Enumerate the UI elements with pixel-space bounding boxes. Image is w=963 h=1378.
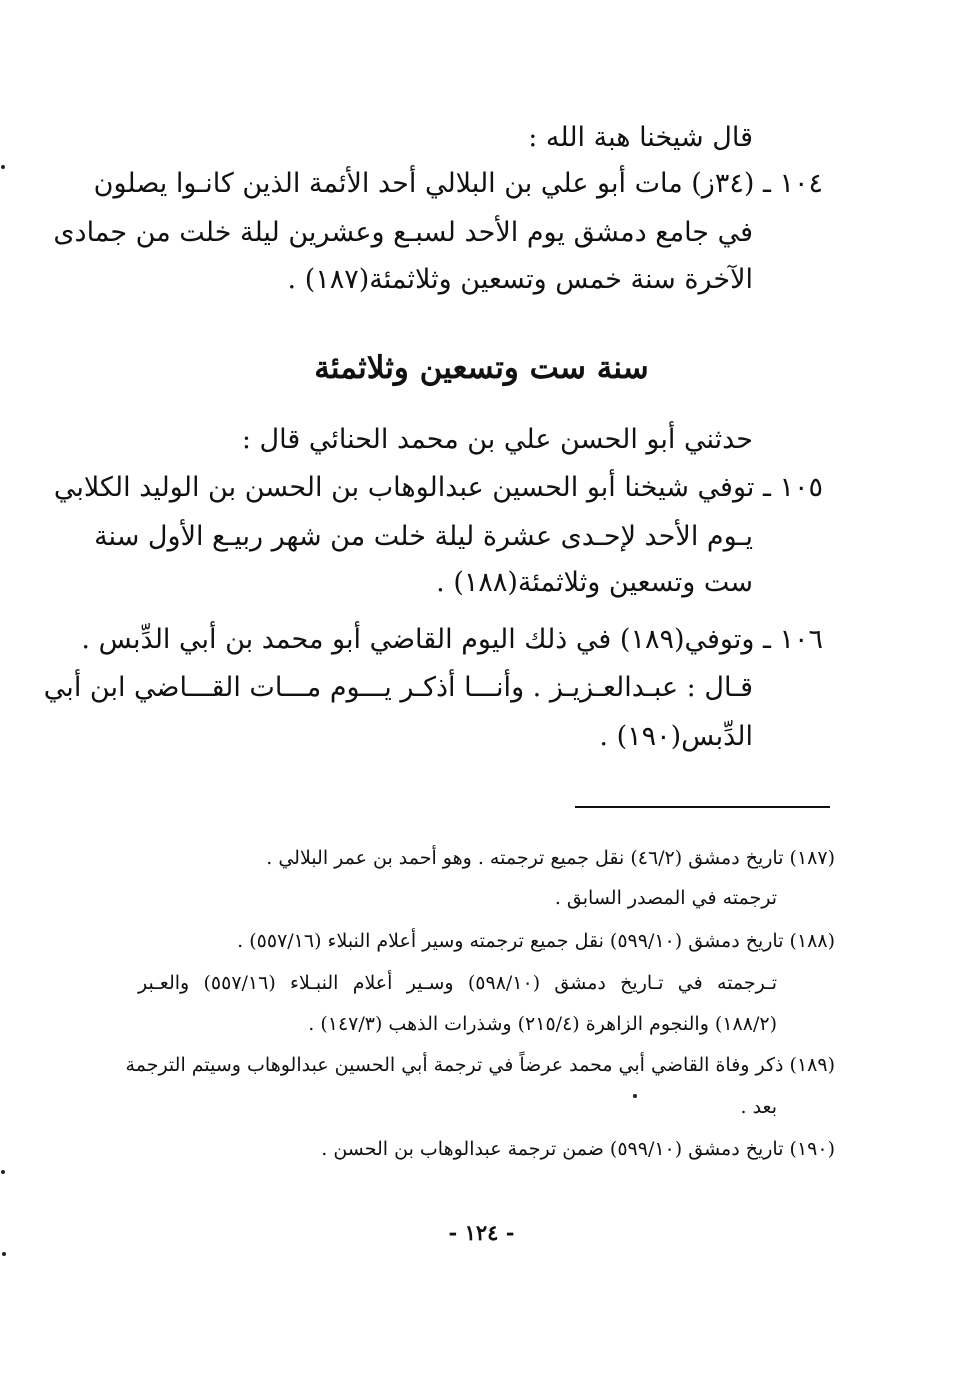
entry-104-line-2: في جامع دمشق يوم الأحد لسبـع وعشرين ليلة خلت من جمادى <box>53 217 753 248</box>
entry-105-line-3: ست وتسعين وثلاثمئة(١٨٨) . <box>436 567 753 598</box>
intro-line-2: حدثني أبو الحسن علي بن محمد الحنائي قال : <box>241 424 753 455</box>
footnote-188-line-1: (١٨٨) تاريخ دمشق (٥٩٩/١٠) نقل جميع ترجمته وسير أعلام النبلاء (٥٥٧/١٦) . <box>237 930 835 952</box>
entry-105-line-1: ١٠٥ ـ توفي شيخنا أبو الحسين عبدالوهاب بن الحسن بن الوليد الكلابي <box>53 472 823 503</box>
footnote-188-line-2: تـرجمته في تـاريخ دمشق (٥٩٨/١٠) وسـير أعلام النبـلاء (٥٥٧/١٦) والعـبر <box>138 972 777 994</box>
entry-106-line-3: الدِّبس(١٩٠) . <box>599 721 753 752</box>
footnote-188-line-3: (١٨٨/٢) والنجوم الزاهرة (٢١٥/٤) وشذرات الذهب (١٤٧/٣) . <box>308 1013 777 1035</box>
scan-speck <box>2 1252 6 1256</box>
scan-speck <box>1 165 5 169</box>
page-number: - ١٢٤ - <box>448 1220 515 1245</box>
entry-105-line-2: يـوم الأحد لإحـدى عشرة ليلة خلت من شهر ربيـع الأول سنة <box>94 521 753 552</box>
entry-104-line-1: ١٠٤ ـ (٣٤ز) مات أبو علي بن البلالي أحد الأئمة الذين كانـوا يصلون <box>93 168 823 199</box>
footnote-187-line-2: ترجمته في المصدر السابق . <box>554 887 777 909</box>
section-heading: سنة ست وتسعين وثلاثمئة <box>314 350 649 386</box>
footnote-189-line-1: (١٨٩) ذكر وفاة القاضي أبي محمد عرضاً في ترجمة أبي الحسين عبدالوهاب وسيتم الترجمة <box>125 1054 835 1076</box>
intro-line-1: قال شيخنا هبة الله : <box>528 122 753 153</box>
footnote-separator <box>575 806 830 808</box>
entry-106-line-1: ١٠٦ ـ وتوفي(١٨٩) في ذلك اليوم القاضي أبو محمد بن أبي الدِّبس . <box>81 624 823 655</box>
footnote-187-line-1: (١٨٧) تاريخ دمشق (٤٦/٢) نقل جميع ترجمته . وهو أحمد بن عمر البلالي . <box>266 847 835 869</box>
footnote-189-line-2: بعد . <box>740 1096 777 1118</box>
scan-speck <box>1 1170 5 1174</box>
scan-speck <box>633 1094 637 1098</box>
entry-106-line-2: قـال : عبـدالعـزيـز . وأنـــا أذكـر يـــوم مـــات القـــاضي ابن أبي <box>43 672 753 703</box>
entry-104-line-3: الآخرة سنة خمس وتسعين وثلاثمئة(١٨٧) . <box>287 264 753 295</box>
footnote-190-line-1: (١٩٠) تاريخ دمشق (٥٩٩/١٠) ضمن ترجمة عبدالوهاب بن الحسن . <box>321 1138 835 1160</box>
